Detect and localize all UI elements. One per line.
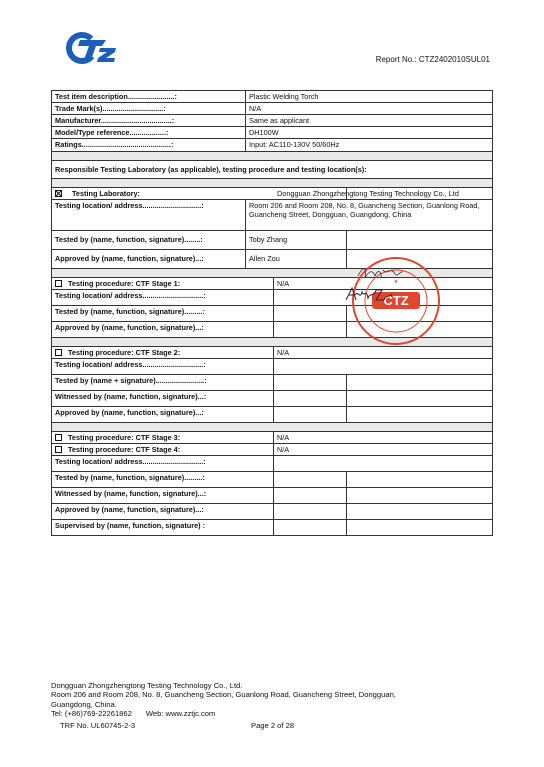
stage2-tested-row [52,374,493,390]
product-row [52,103,493,115]
procedure-value: N/A [274,346,493,358]
field-value [274,390,347,406]
field-label: Testing location/ address..............................: [52,456,274,472]
field-signature [347,374,493,390]
checkbox-icon[interactable] [55,434,62,441]
tested-label: Tested by (name, function, signature)........: [52,230,246,249]
stage4-row [52,444,493,456]
location-value: Room 206 and Room 208, No. 8, Guancheng Section, Guanlong Road, Guancheng Street, Dongguan, Guangdong, China [246,199,493,230]
field-signature [347,520,493,536]
field-value: Same as applicant [246,115,493,127]
report-number: Report No.: CTZ2402010SUL01 [375,55,490,64]
footer-web: Web: www.zztjc.com [145,709,216,719]
field-signature [347,488,493,504]
lab-tested-row [52,230,493,249]
footer-company: Dongguan Zhongzhengtong Testing Technology Co., Ltd. [51,681,243,690]
field-value: Plastic Welding Torch [246,91,493,103]
checkbox-icon[interactable] [55,349,62,356]
field-value [274,305,347,321]
product-row [52,139,493,151]
footer-address2: Guangdong, China. [51,699,117,709]
product-row [52,91,493,103]
approved-value: Allen Zou [246,249,347,268]
footer-address: Room 206 and Room 208, No. 8, Guancheng Section, Guanlong Road, Guancheng Street, Dongguan, [51,690,396,700]
field-value [274,488,347,504]
tested-value: Toby Zhang [246,230,347,249]
tested-by-signature [355,262,405,284]
field-label: Ratings............................................: [52,139,246,151]
svg-text:★: ★ [393,279,399,285]
field-value [274,504,347,520]
footer [51,681,491,719]
product-row [52,127,493,139]
stage2-approved-row [52,406,493,422]
field-label: Manufacturer...................................: [52,115,246,127]
field-signature [347,472,493,488]
field-label: Test item description.......................: [52,91,246,103]
testing-laboratory-label: Testing Laboratory: [52,187,347,199]
field-value: N/A [246,103,493,115]
field-label: Testing location/ address..............................: [52,289,274,305]
stage2-witnessed-row [52,390,493,406]
lab-section-title: Responsible Testing Laboratory (as applicable), testing procedure and testing location(s): [52,160,493,178]
tested-signature [347,230,493,249]
field-value [274,374,347,390]
stage3-row [52,431,493,443]
stage2-row [52,346,493,358]
stage34-tested-row [52,472,493,488]
procedure-label: Testing procedure: CTF Stage 4: [52,444,274,456]
lab-location-row [52,199,493,230]
procedure-label: Testing procedure: CTF Stage 3: [52,431,274,443]
trf-number: TRF No. UL60745-2-3 [60,721,136,730]
field-label: Supervised by (name, function, signature) : [52,520,274,536]
field-signature [347,390,493,406]
field-value [274,358,493,374]
product-row [52,115,493,127]
procedure-value: N/A [274,431,493,443]
field-value [274,456,493,472]
field-value: DH100W [246,127,493,139]
field-value [274,520,347,536]
testing-laboratory-row [52,187,493,199]
checkbox-icon[interactable] [55,446,62,453]
field-label: Tested by (name, function, signature).........: [52,305,274,321]
footer-tel: Tel: (+86)769-22261862 [51,709,132,719]
field-label: Witnessed by (name, function, signature)...: [52,390,274,406]
page-number: Page 2 of 28 [251,721,295,730]
checkbox-icon[interactable] [55,280,62,287]
stage34-location-row [52,456,493,472]
approved-by-signature [344,284,394,304]
svg-text:CTZ: CTZ [383,293,409,308]
field-value: Input: AC110-130V 50/60Hz [246,139,493,151]
field-value [274,321,347,337]
field-label: Model/Type reference..................: [52,127,246,139]
procedure-label: Testing procedure: CTF Stage 2: [52,346,274,358]
procedure-value: N/A [274,277,493,289]
lab-section-title-row [52,160,493,178]
field-signature [347,406,493,422]
procedure-value: N/A [274,444,493,456]
approved-label: Approved by (name, function, signature)...: [52,249,246,268]
spacer-row [52,422,493,431]
stage34-supervised-row [52,520,493,536]
spacer-row [52,151,493,160]
field-label: Trade Mark(s)..............................: [52,103,246,115]
field-label: Approved by (name, function, signature)...: [52,504,274,520]
location-label: Testing location/ address.............................: [52,199,246,230]
field-signature [347,504,493,520]
field-label: Tested by (name, function, signature).........: [52,472,274,488]
procedure-label: Testing procedure: CTF Stage 1: [52,277,274,289]
stage34-approved-row [52,504,493,520]
spacer-row [52,178,493,187]
field-label: Approved by (name, function, signature)...: [52,321,274,337]
ctz-logo [66,30,118,66]
field-label: Tested by (name + signature)........................: [52,374,274,390]
field-label: Witnessed by (name, function, signature)...: [52,488,274,504]
checked-checkbox-icon[interactable] [55,190,62,197]
field-label: Testing location/ address..............................: [52,358,274,374]
stage2-location-row [52,358,493,374]
lab-name: Dongguan Zhongzhengtong Testing Technology Co., Ltd [274,187,420,199]
field-value [274,406,347,422]
field-value [274,472,347,488]
field-label: Approved by (name, function, signature)...: [52,406,274,422]
stage34-witnessed-row [52,488,493,504]
